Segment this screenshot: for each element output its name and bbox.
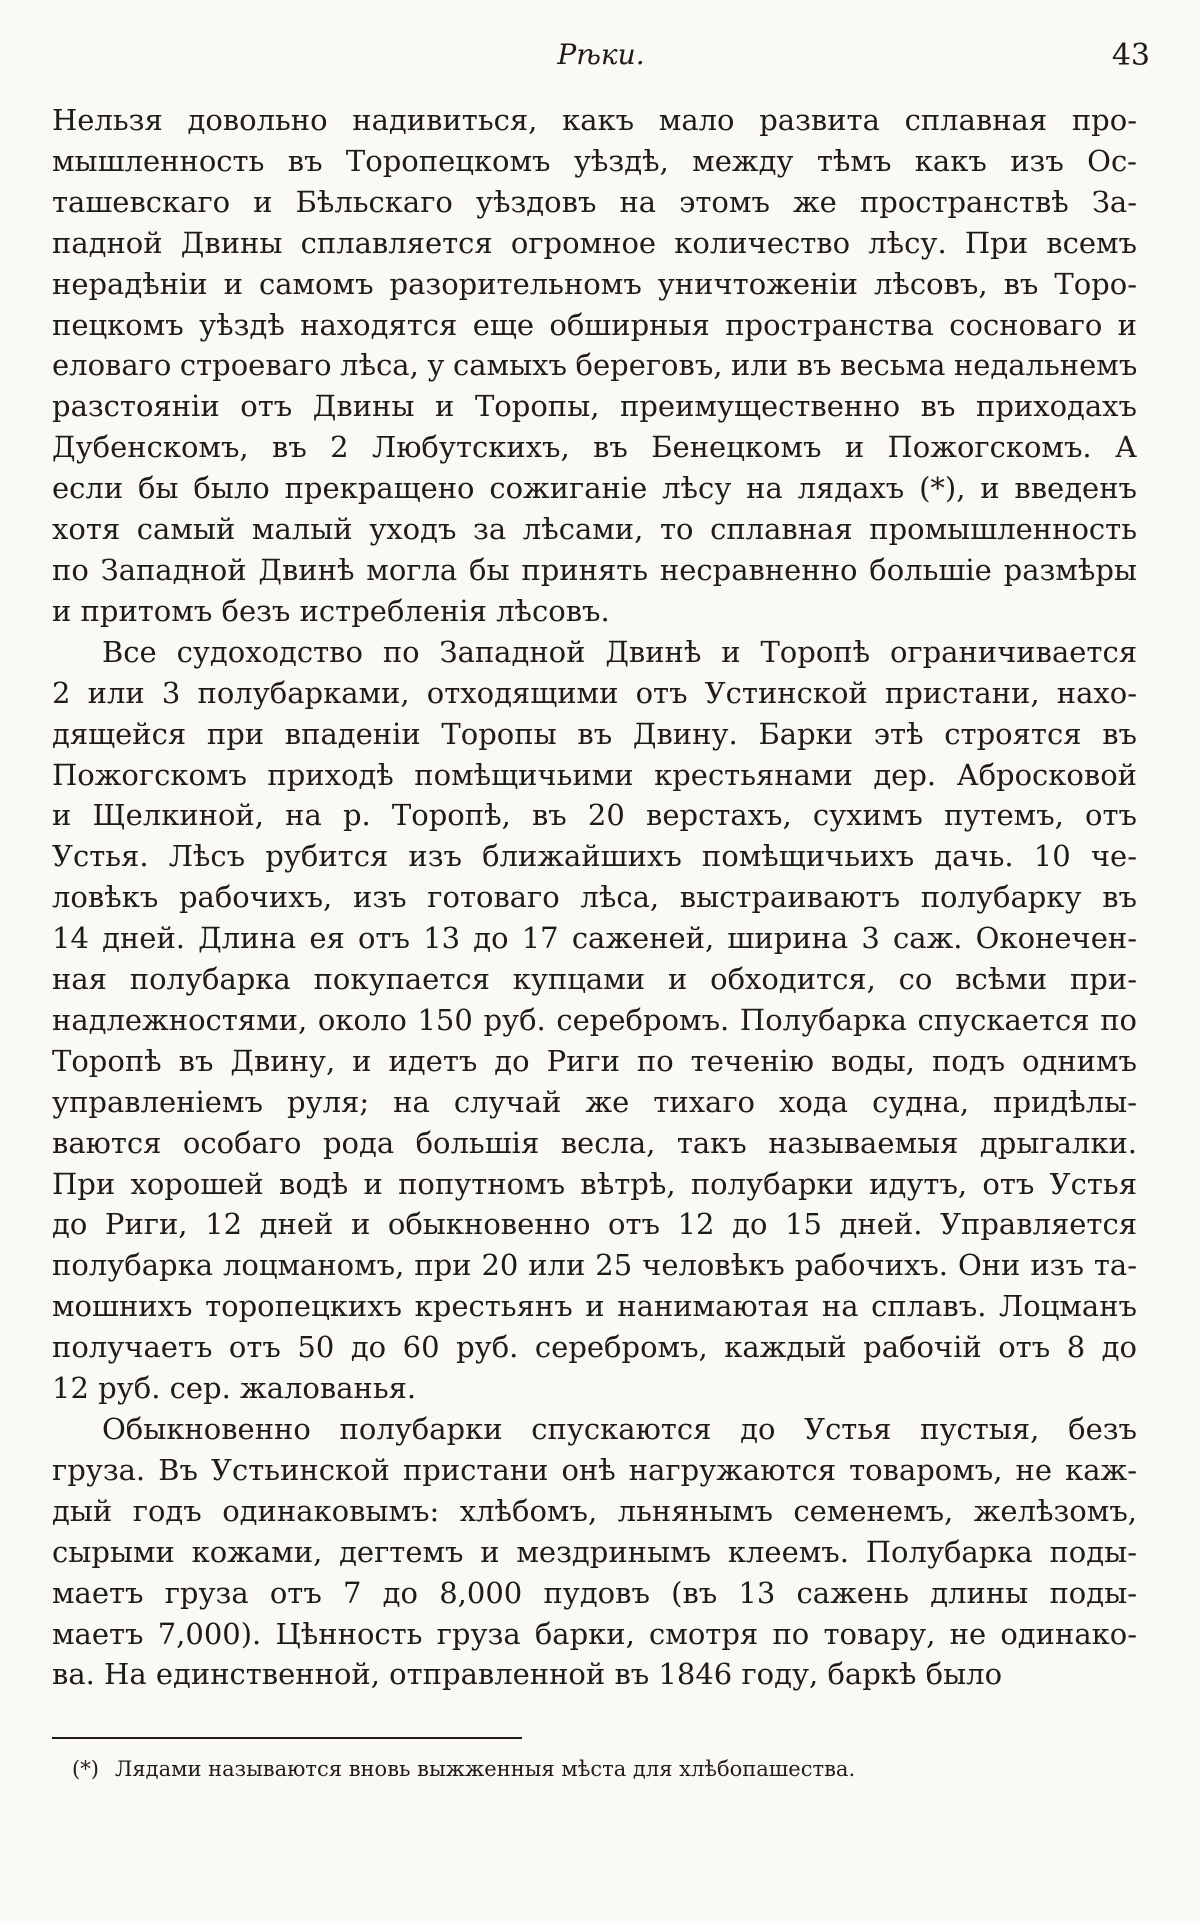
text-line: до Риги, 12 дней и обыкновенно отъ 12 до 15 дней. Управляется xyxy=(52,1207,1137,1242)
text-line: дящейся при впаденіи Торопы въ Двину. Барки этѣ строятся въ xyxy=(52,716,1137,751)
text-line: управленіемъ руля; на случай же тихаго хода судна, придѣлы- xyxy=(52,1084,1137,1119)
text-line: получаетъ отъ 50 до 60 руб. серебромъ, каждый рабочій отъ 8 до xyxy=(52,1330,1137,1365)
page-number: 43 xyxy=(1111,38,1150,73)
text-line: ташевскаго и Бѣльскаго уѣздовъ на этомъ же пространствѣ За- xyxy=(52,184,1137,219)
text-line: Пожогскомъ приходѣ помѣщичьими крестьянами дер. Абросковой xyxy=(52,757,1137,792)
text-line: надлежностями, около 150 руб. серебромъ. Полубарка спускается по xyxy=(52,1002,1137,1037)
text-line: 2 или 3 полубарками, отходящими отъ Устинской пристани, нахо- xyxy=(52,675,1137,710)
text-line: дый годъ одинаковымъ: хлѣбомъ, льнянымъ семенемъ, желѣзомъ, xyxy=(52,1493,1137,1528)
footnote-mark: (*) xyxy=(72,1757,99,1781)
text-line: полубарка лоцманомъ, при 20 или 25 человѣкъ рабочихъ. Они изъ та- xyxy=(52,1248,1137,1283)
paragraph xyxy=(52,100,1137,632)
text-line: При хорошей водѣ и попутномъ вѣтрѣ, полубарки идутъ, отъ Устья xyxy=(52,1166,1137,1201)
text-line: еловаго строеваго лѣса, у самыхъ береговъ, или въ весьма недальнемъ xyxy=(52,348,1138,383)
text-line: ная полубарка покупается купцами и обходится, со всѣми при- xyxy=(52,962,1137,997)
page-header xyxy=(52,38,1150,78)
footnote xyxy=(72,1757,855,1781)
text-line: нерадѣніи и самомъ разорительномъ уничтоженіи лѣсовъ, въ Торо- xyxy=(52,266,1137,301)
footnote-rule xyxy=(52,1737,522,1739)
text-line: Дубенскомъ, въ 2 Любутскихъ, въ Бенецкомъ и Пожогскомъ. А xyxy=(52,430,1137,465)
text-line: падной Двины сплавляется огромное количество лѣсу. При всемъ xyxy=(52,225,1137,260)
text-line: маетъ 7,000). Цѣнность груза барки, смотря по товару, не одинако- xyxy=(52,1616,1137,1651)
text-line: мошнихъ торопецкихъ крестьянъ и нанимаютая на сплавъ. Лоцманъ xyxy=(52,1289,1137,1324)
text-line: Нельзя довольно надивиться, какъ мало развита сплавная про- xyxy=(52,103,1137,137)
text-line: 14 дней. Длина ея отъ 13 до 17 саженей, ширина 3 саж. Оконечен- xyxy=(52,921,1137,956)
text-line: пецкомъ уѣздѣ находятся еще обширныя пространства сосноваго и xyxy=(52,307,1137,342)
body-text xyxy=(52,100,1137,1695)
text-line: Обыкновенно полубарки спускаются до Устья пустыя, безъ xyxy=(102,1412,1137,1446)
text-line: и Щелкиной, на р. Торопѣ, въ 20 верстахъ, сухимъ путемъ, отъ xyxy=(52,798,1137,833)
text-line: и притомъ безъ истребленія лѣсовъ. xyxy=(52,593,610,628)
paragraph xyxy=(52,1409,1137,1695)
paragraph xyxy=(52,632,1137,1409)
text-line: 12 руб. сер. жалованья. xyxy=(52,1371,417,1406)
text-line: ва. На единственной, отправленной въ 1846 году, баркѣ было xyxy=(52,1657,1003,1692)
text-line: мышленность въ Торопецкомъ уѣздѣ, между тѣмъ какъ изъ Ос- xyxy=(52,143,1137,178)
text-line: разстояніи отъ Двины и Торопы, преимущественно въ приходахъ xyxy=(52,389,1137,424)
text-line: Устья. Лѣсъ рубится изъ ближайшихъ помѣщичьихъ дачь. 10 че- xyxy=(52,839,1137,874)
text-line: Торопѣ въ Двину, и идетъ до Риги по теченію воды, подъ однимъ xyxy=(52,1043,1137,1078)
text-line: по Западной Двинѣ могла бы принять несравненно большіе размѣры xyxy=(52,552,1137,587)
text-line: хотя самый малый уходъ за лѣсами, то сплавная промышленность xyxy=(52,512,1137,547)
text-line: маетъ груза отъ 7 до 8,000 пудовъ (въ 13 сажень длины поды- xyxy=(52,1575,1137,1610)
text-line: Все судоходство по Западной Двинѣ и Торопѣ ограничивается xyxy=(102,634,1137,669)
text-line: сырыми кожами, дегтемъ и мездринымъ клеемъ. Полубарка поды- xyxy=(52,1534,1137,1569)
text-line: груза. Въ Устьинской пристани онѣ нагружаются товаромъ, не каж- xyxy=(52,1452,1137,1487)
footnote-text: Лядами называются вновь выжженныя мѣста для хлѣбопашества. xyxy=(114,1757,856,1781)
running-title: Рѣки. xyxy=(557,38,645,71)
text-line: если бы было прекращено сожиганіе лѣсу на лядахъ (*), и введенъ xyxy=(52,471,1137,506)
text-line: ловѣкъ рабочихъ, изъ готоваго лѣса, выстраиваютъ полубарку въ xyxy=(52,880,1137,915)
text-line: ваются особаго рода большія весла, такъ называемыя дрыгалки. xyxy=(52,1125,1137,1160)
